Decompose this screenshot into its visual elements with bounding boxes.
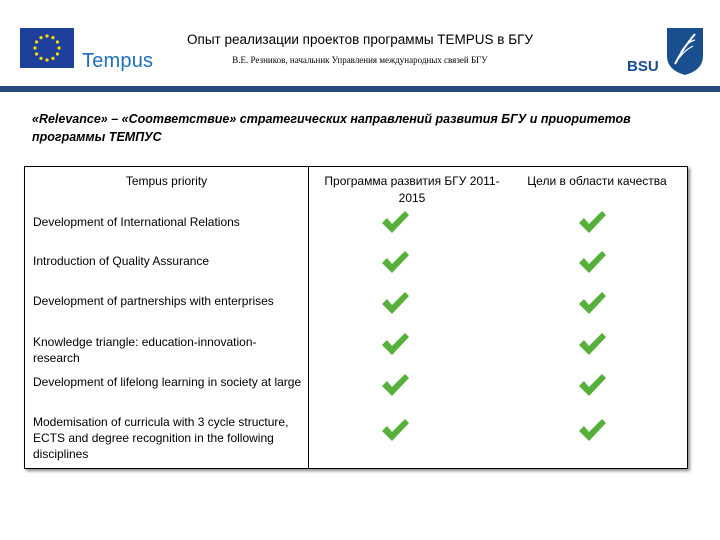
eu-flag-logo — [20, 28, 74, 68]
presentation-title: Опыт реализации проектов программы TEMPUS в БГУ — [187, 32, 533, 47]
tempus-logo-text: Tempus — [82, 50, 154, 72]
column-separator — [308, 167, 309, 468]
table-row-priority: Introduction of Quality Assurance — [33, 254, 210, 268]
header-tempus-priority: Tempus priority — [125, 174, 208, 188]
table-row-priority: Development of partnerships with enterprises — [33, 294, 274, 308]
table-row-priority: Development of lifelong learning in society at large — [33, 375, 302, 389]
header-quality-goals: Цели в области качества — [527, 174, 667, 188]
check-icon — [380, 331, 410, 357]
priority-table — [24, 166, 688, 469]
check-icon — [380, 372, 410, 398]
check-icon — [380, 290, 410, 316]
check-icon — [380, 417, 410, 443]
header-bsu-program: Программа развития БГУ 2011-2015 — [324, 174, 500, 205]
check-icon — [380, 209, 410, 235]
check-icon — [577, 209, 607, 235]
check-icon — [577, 249, 607, 275]
presenter-subtitle: В.Е. Резников, начальник Управления международных связей БГУ — [232, 55, 488, 65]
check-icon — [577, 417, 607, 443]
header-divider — [0, 86, 720, 92]
table-row-priority: Development of International Relations — [33, 215, 240, 229]
slide-heading: «Relevance» – «Соответствие» стратегических направлений развития БГУ и приоритетов программы ТЕМПУС — [32, 112, 631, 144]
bsu-logo-text: BSU — [627, 58, 659, 75]
check-icon — [577, 331, 607, 357]
check-icon — [577, 372, 607, 398]
check-icon — [577, 290, 607, 316]
bsu-emblem-icon — [665, 26, 705, 76]
check-icon — [380, 249, 410, 275]
table-row-priority: Modemisation of curricula with 3 cycle structure, ECTS and degree recognition in the following disciplines — [33, 415, 289, 461]
table-row-priority: Knowledge triangle: education-innovation-research — [33, 335, 257, 365]
